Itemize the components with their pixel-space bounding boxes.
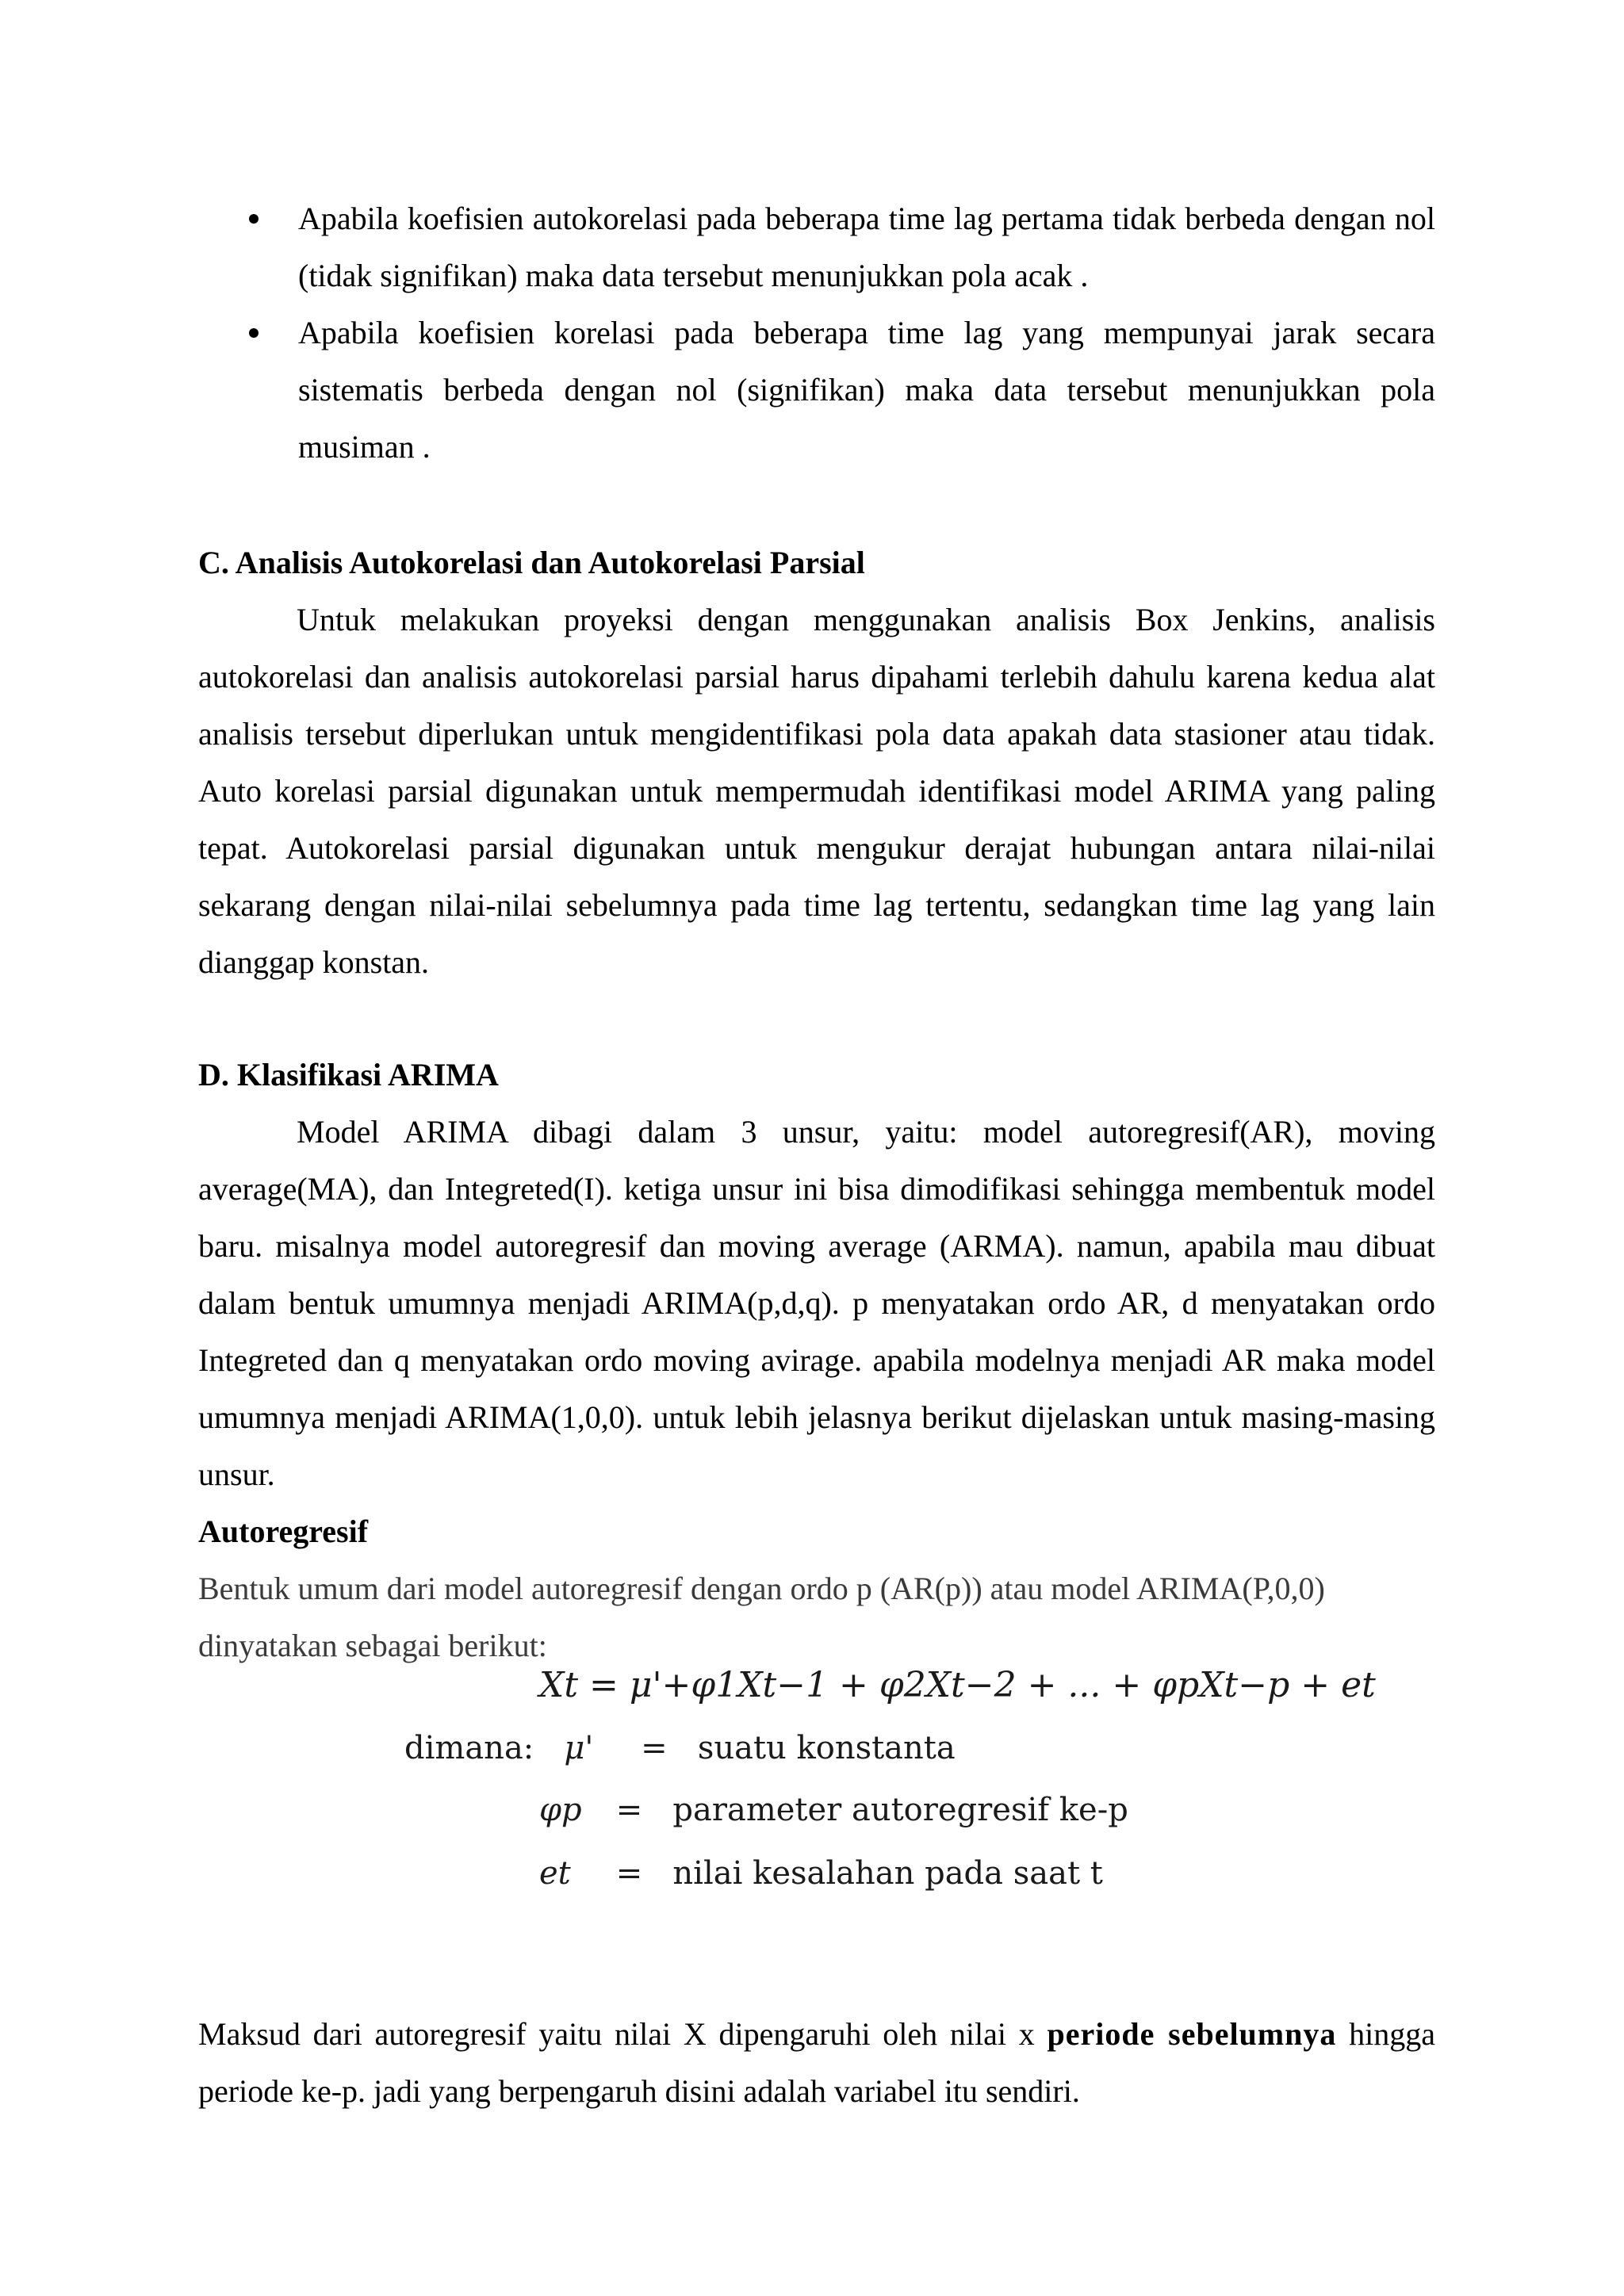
- bullet-text: Apabila koefisien korelasi pada beberapa time lag yang mempunyai jarak secara sistematis berbeda dengan nol (signifikan) maka data tersebut menunjukkan pola musiman .: [298, 315, 1435, 465]
- def-equals: =: [615, 1855, 643, 1892]
- section-d-body: Model ARIMA dibagi dalam 3 unsur, yaitu: model autoregresif(AR), moving average(MA), dan Integreted(I). ketiga unsur ini bisa dimodifikasi sehingga membentuk model baru. misalnya model autoregresif dan moving average (ARMA). namun, apabila mau dibuat dalam bentuk umumnya menjadi ARIMA(p,d,q). p menyatakan ordo AR, d menyatakan ordo Integreted dan q menyatakan ordo moving avirage. apabila modelnya menjadi AR maka model umumnya menjadi ARIMA(1,0,0). untuk lebih jelasnya berikut dijelaskan untuk masing-masing unsur.: [198, 1114, 1435, 1492]
- list-item: [198, 190, 1435, 304]
- ar-formula-figure: [396, 1665, 1376, 1927]
- autoregresif-heading: Autoregresif: [198, 1513, 369, 1549]
- section-c-body: Untuk melakukan proyeksi dengan menggunakan analisis Box Jenkins, analisis autokorelasi dan analisis autokorelasi parsial harus dipahami terlebih dahulu karena kedua alat analisis tersebut diperlukan untuk mengidentifikasi pola data apakah data stasioner atau tidak. Auto korelasi parsial digunakan untuk mempermudah identifikasi model ARIMA yang paling tepat. Autokorelasi parsial digunakan untuk mengukur derajat hubungan antara nilai-nilai sekarang dengan nilai-nilai sebelumnya pada time lag tertentu, sedangkan time lag yang lain dianggap konstan.: [198, 602, 1435, 980]
- bullet-dot-icon: [249, 214, 259, 224]
- list-item: [198, 304, 1435, 476]
- bullet-list: [198, 190, 1435, 476]
- def-symbol: et: [539, 1855, 571, 1892]
- where-label: dimana:: [404, 1730, 534, 1766]
- ar-equation: [539, 1665, 1376, 1705]
- def-text: parameter autoregresif ke-p: [672, 1792, 1128, 1828]
- formula-def-row: [404, 1730, 956, 1766]
- section-d-heading: D. Klasifikasi ARIMA: [198, 1057, 499, 1093]
- closing-text-start: Maksud dari autoregresif yaitu nilai X dipengaruhi oleh nilai x: [198, 2016, 1048, 2052]
- def-symbol: φp: [539, 1792, 582, 1828]
- def-equals: =: [641, 1730, 668, 1766]
- def-symbol: μ': [564, 1730, 594, 1766]
- autoregresif-intro: Bentuk umum dari model autoregresif dengan ordo p (AR(p)) atau model ARIMA(P,0,0) dinyatakan sebagai berikut:: [198, 1571, 1325, 1663]
- def-text: nilai kesalahan pada saat t: [672, 1855, 1103, 1892]
- formula-def-row: [539, 1855, 1103, 1892]
- bullet-text: Apabila koefisien autokorelasi pada beberapa time lag pertama tidak berbeda dengan nol (tidak signifikan) maka data tersebut menunjukkan pola acak .: [298, 201, 1435, 293]
- def-text: suatu konstanta: [697, 1730, 956, 1766]
- def-equals: =: [615, 1792, 643, 1828]
- ar-equation-text: Xt = μ'+φ1Xt−1 + φ2Xt−2 + ... + φpXt−p + et: [539, 1665, 1376, 1705]
- bullet-dot-icon: [249, 328, 259, 338]
- autoregresif-closing: [198, 2006, 1435, 2120]
- closing-text-end: hingga periode ke-p. jadi yang berpengaruh disini adalah variabel itu sendiri.: [198, 2016, 1435, 2109]
- section-c-heading: C. Analisis Autokorelasi dan Autokorelasi Parsial: [198, 545, 865, 580]
- formula-def-row: [539, 1792, 1128, 1828]
- closing-bold-phrase: periode sebelumnya: [1047, 2016, 1337, 2052]
